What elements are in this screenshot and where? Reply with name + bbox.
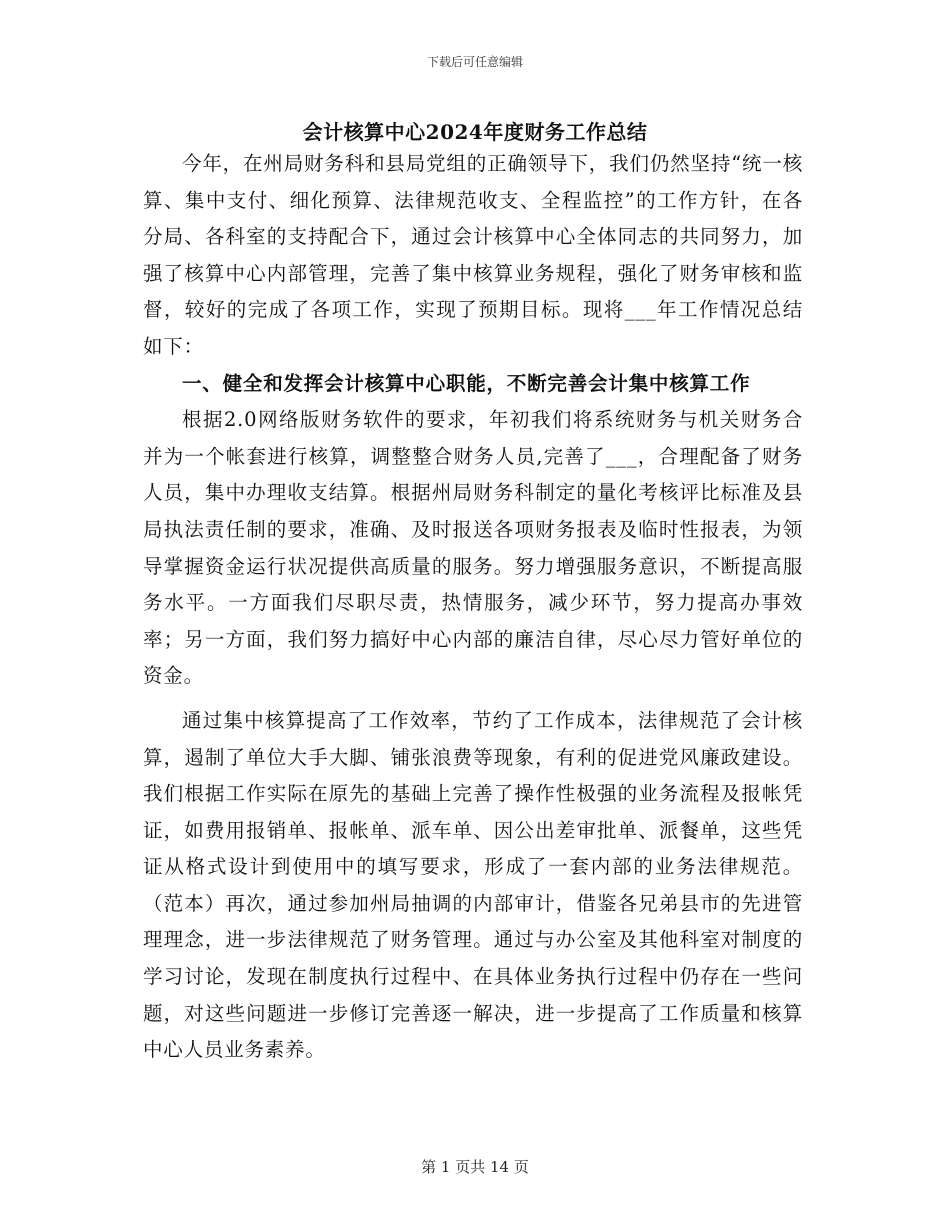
header-note: 下载后可任意编辑 [426, 55, 523, 69]
document-title: 会计核算中心2024年度财务工作总结 [302, 120, 648, 144]
page-number: 第 1 页共 14 页 [421, 1158, 529, 1176]
intro-paragraph: 今年，在州局财务科和县局党组的正确领导下，我们仍然坚持“统一核算、集中支付、细化预算、法律规范收支、全程监控”的工作方针，在各分局、各科室的支持配合下，通过会计核算中心全体同志的共同努力，加强了核算中心内部管理，完善了集中核算业务规程，强化了财务审核和监督，较好的完成了各项工作，实现了预期目标。现将___年工作情况总结如下： [143, 152, 803, 358]
section-paragraph: 根据2.0网络版财务软件的要求，年初我们将系统财务与机关财务合并为一个帐套进行核算，调整整合财务人员,完善了___，合理配备了财务人员，集中办理收支结算。根据州局财务科制定的量化考核评比标准及县局执法责任制的要求，准确、及时报送各项财务报表及临时性报表，为领导掌握资金运行状况提供高质量的服务。努力增强服务意识，不断提高服务水平。一方面我们尽职尽责，热情服务，减少环节，努力提高办事效率；另一方面，我们努力搞好中心内部的廉洁自律，尽心尽力管好单位的资金。 [143, 408, 803, 688]
section-heading: 一、健全和发挥会计核算中心职能，不断完善会计集中核算工作 [182, 371, 751, 395]
section-paragraph: 通过集中核算提高了工作效率，节约了工作成本，法律规范了会计核算，遏制了单位大手大脚、铺张浪费等现象，有利的促进党风廉政建设。我们根据工作实际在原先的基础上完善了操作性极强的业务流程及报帐凭证，如费用报销单、报帐单、派车单、因公出差审批单、派餐单，这些凭证从格式设计到使用中的填写要求，形成了一套内部的业务法律规范。（范本）再次，通过参加州局抽调的内部审计，借鉴各兄弟县市的先进管理理念，进一步法律规范了财务管理。通过与办公室及其他科室对制度的学习讨论，发现在制度执行过程中、在具体业务执行过程中仍存在一些问题，对这些问题进一步修订完善逐一解决，进一步提高了工作质量和核算中心人员业务素养。 [143, 708, 803, 1062]
document-body [143, 146, 803, 1069]
